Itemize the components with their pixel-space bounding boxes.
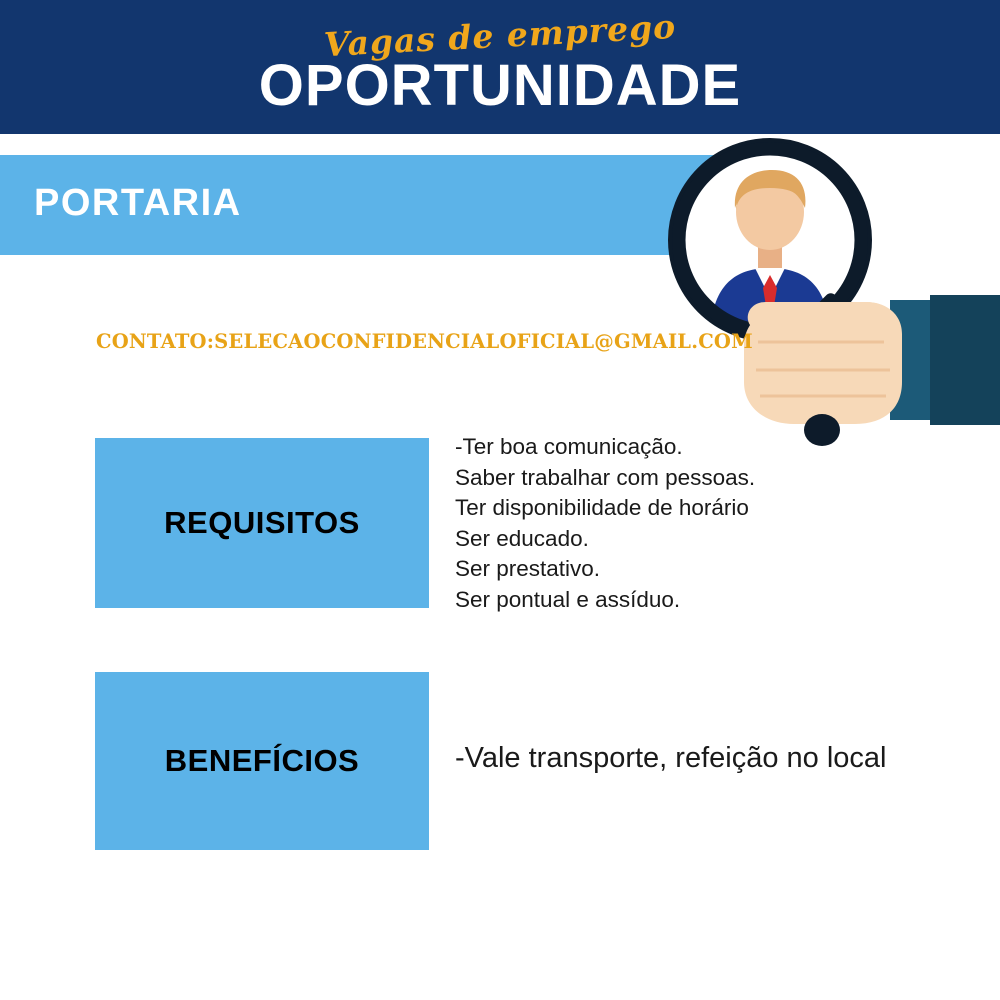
header-band — [0, 0, 1000, 134]
contact-email[interactable]: CONTATO:SELECAOCONFIDENCIALOFICIAL@GMAIL.COM — [96, 330, 753, 353]
requisitos-label: REQUISITOS — [164, 505, 360, 540]
requisitos-box — [95, 438, 429, 608]
list-item: Ser prestativo. — [455, 556, 601, 581]
list-item: Saber trabalhar com pessoas. — [455, 464, 756, 490]
beneficios-label: BENEFÍCIOS — [164, 743, 360, 778]
list-item: -Ter boa comunicação. — [455, 434, 683, 459]
magnifying-glass-with-businessman-icon — [640, 120, 1000, 460]
beneficios-box — [95, 672, 429, 850]
list-item: Ser pontual e assíduo. — [455, 586, 681, 612]
job-position-label: PORTARIA — [34, 182, 242, 224]
requisitos-list — [455, 432, 975, 615]
beneficios-text: -Vale transporte, refeição no local — [455, 742, 887, 774]
page-title: OPORTUNIDADE — [258, 53, 742, 118]
list-item: Ter disponibilidade de horário — [455, 495, 749, 520]
list-item: Ser educado. — [455, 525, 589, 551]
header-script-text: Vagas de emprego — [322, 6, 678, 65]
